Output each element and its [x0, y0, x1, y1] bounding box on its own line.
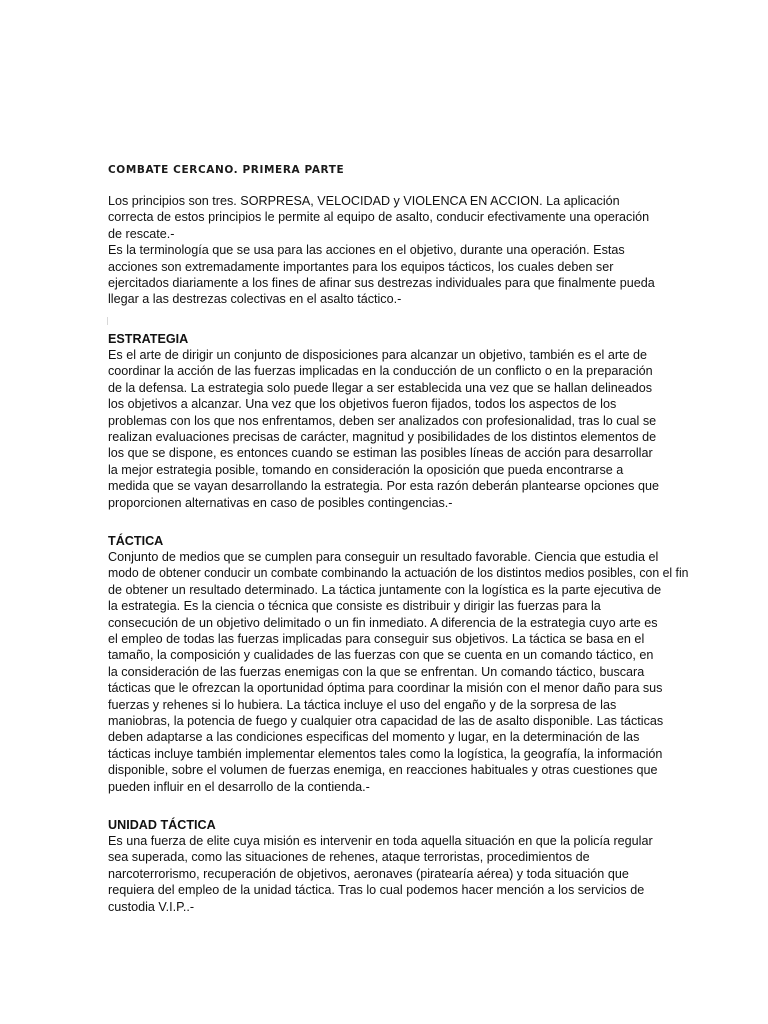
text-line: requiera del empleo de la unidad táctica. Tras lo cual podemos hacer mención a los servicios de	[108, 883, 645, 898]
text-line: sea superada, como las situaciones de rehenes, ataque terroristas, procedimientos de	[108, 850, 590, 865]
section-heading-estrategia: ESTRATEGIA	[108, 332, 189, 346]
document-title: COMBATE CERCANO. PRIMERA PARTE	[108, 164, 345, 176]
text-line: llegar a las destrezas colectivas en el asalto táctico.-	[108, 292, 402, 307]
text-line: fuerzas y rehenes si lo hubiera. La táctica incluye el uso del engaño y de la sorpresa de las	[108, 697, 617, 712]
text-line: la consideración de las fuerzas enemigas con la que se enfrentan. Un comando táctico, buscara	[108, 664, 645, 679]
text-line: los que se dispone, es entonces cuando se estiman las posibles líneas de acción para desarrollar	[108, 446, 653, 461]
text-line: pueden influir en el desarrollo de la contienda.-	[108, 779, 370, 794]
text-line: acciones son extremadamente importantes para los equipos tácticos, los cuales deben ser	[108, 259, 614, 274]
intro-paragraph	[108, 193, 688, 308]
text-line: maniobras, la potencia de fuego y cualquier otra capacidad de las de asalto disponible. Las tácticas	[108, 714, 664, 729]
text-line: Es el arte de dirigir un conjunto de disposiciones para alcanzar un objetivo, también es el arte de	[108, 348, 648, 362]
text-line: coordinar la acción de las fuerzas implicadas en la conducción de un conflicto o en la preparación	[108, 364, 653, 379]
text-line: de obtener un resultado determinado. La táctica juntamente con la logística es la parte ejecutiva de	[108, 582, 662, 597]
text-line: de la defensa. La estrategia solo puede llegar a ser establecida una vez que se hallan delineados	[108, 380, 653, 395]
text-line: custodia V.I.P..-	[108, 899, 195, 914]
text-line: la estrategia. Es la ciencia o técnica que consiste es distribuir y dirigir las fuerzas para la	[108, 599, 601, 614]
text-line: Los principios son tres. SORPRESA, VELOCIDAD y VIOLENCA EN ACCION. La aplicación	[108, 194, 620, 208]
text-line: tácticas que le ofrezcan la oportunidad óptima para coordinar la misión con el menor daño para sus	[108, 681, 663, 696]
text-line: problemas con los que nos enfrentamos, deben ser analizados con profesionalidad, tras lo cual se	[108, 413, 657, 428]
section-body-unidad-tactica	[108, 833, 688, 915]
section-heading-tactica: TÁCTICA	[108, 534, 164, 548]
margin-mark	[107, 317, 108, 325]
text-line: deben adaptarse a las condiciones especificas del momento y lugar, en la determinación de las	[108, 730, 640, 745]
text-line: el empleo de todas las fuerzas implicadas para conseguir sus objetivos. La táctica se basa en el	[108, 632, 645, 647]
text-line: disponible, sobre el volumen de fuerzas enemiga, en reacciones habituales y otras cuestiones que	[108, 763, 658, 778]
text-line: Es una fuerza de elite cuya misión es intervenir en toda aquella situación en que la policía regular	[108, 834, 653, 848]
text-line: los objetivos a alcanzar. Una vez que los objetivos fueron fijados, todos los aspectos de los	[108, 397, 617, 412]
section-body-estrategia	[108, 347, 688, 511]
text-line: tamaño, la composición y cualidades de las fuerzas con que se cuenta en un comando táctico, en	[108, 648, 654, 663]
text-line: la mejor estrategia posible, tomando en consideración la oposición que pueda encontrarse a	[108, 462, 624, 477]
text-line: modo de obtener conducir un combate combinando la actuación de los distintos medios posibles, con el fin	[108, 566, 689, 581]
section-heading-unidad-tactica: UNIDAD TÁCTICA	[108, 818, 216, 832]
text-line: consecución de un objetivo delimitado o un fin inmediato. A diferencia de la estrategia cuyo arte es	[108, 615, 658, 630]
text-line: de rescate.-	[108, 226, 175, 241]
text-line: proporcionen alternativas en caso de posibles contingencias.-	[108, 495, 453, 510]
text-line: realizan evaluaciones precisas de carácter, magnitud y posibilidades de los distintos elementos de	[108, 430, 657, 445]
section-body-tactica	[108, 549, 688, 795]
text-line: medida que se vayan desarrollando la estrategia. Por esta razón deberán plantearse opciones que	[108, 479, 659, 494]
text-line: correcta de estos principios le permite al equipo de asalto, conducir efectivamente una operación	[108, 210, 650, 225]
text-line: Es la terminología que se usa para las acciones en el objetivo, durante una operación. Estas	[108, 243, 625, 258]
text-line: narcoterrorismo, recuperación de objetivos, aeronaves (piratearía aérea) y toda situación que	[108, 866, 629, 881]
text-line: tácticas incluye también implementar elementos tales como la logística, la geografía, la información	[108, 746, 663, 761]
text-line: Conjunto de medios que se cumplen para conseguir un resultado favorable. Ciencia que estudia el	[108, 550, 659, 564]
text-line: ejercitados diariamente a los fines de afinar sus destrezas individuales para que finalmente pueda	[108, 276, 655, 291]
